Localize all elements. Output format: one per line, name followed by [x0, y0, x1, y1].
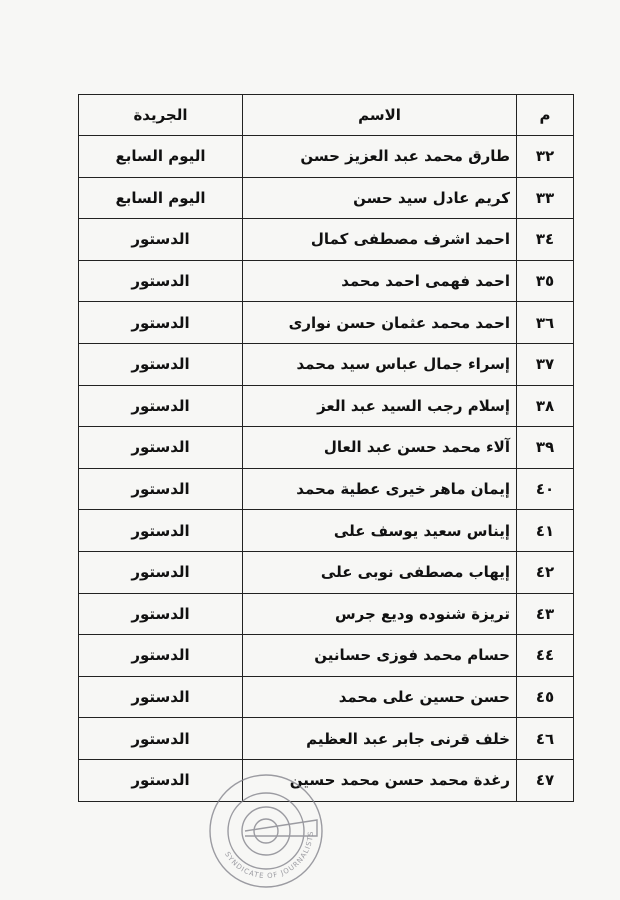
- newspaper-name: الدستور: [79, 718, 243, 760]
- table-row: [79, 635, 574, 677]
- seal-lettering: SYNDICATE OF JOURNALISTS: [223, 830, 316, 881]
- newspaper-name: الدستور: [79, 427, 243, 469]
- row-number: ٣٧: [517, 343, 574, 385]
- newspaper-name: الدستور: [79, 385, 243, 427]
- member-name: طارق محمد عبد العزيز حسن: [243, 136, 517, 178]
- table-row: [79, 136, 574, 178]
- newspaper-name: الدستور: [79, 551, 243, 593]
- member-name: احمد فهمى احمد محمد: [243, 260, 517, 302]
- newspaper-name: اليوم السابع: [79, 136, 243, 178]
- row-number: ٣٤: [517, 219, 574, 261]
- member-name: رغدة محمد حسن محمد حسين: [243, 759, 517, 801]
- table-row: [79, 510, 574, 552]
- header-newspaper: الجريدة: [79, 95, 243, 136]
- member-name: حسام محمد فوزى حسانين: [243, 635, 517, 677]
- row-number: ٤٧: [517, 759, 574, 801]
- row-number: ٤٥: [517, 676, 574, 718]
- row-number: ٤٦: [517, 718, 574, 760]
- newspaper-name: الدستور: [79, 676, 243, 718]
- table-row: [79, 385, 574, 427]
- member-name: إيمان ماهر خيرى عطية محمد: [243, 468, 517, 510]
- row-number: ٤١: [517, 510, 574, 552]
- newspaper-name: الدستور: [79, 219, 243, 261]
- row-number: ٣٩: [517, 427, 574, 469]
- newspaper-name: الدستور: [79, 759, 243, 801]
- table-row: [79, 676, 574, 718]
- newspaper-name: اليوم السابع: [79, 177, 243, 219]
- member-name: حسن حسين على محمد: [243, 676, 517, 718]
- member-name: خلف قرنى جابر عبد العظيم: [243, 718, 517, 760]
- row-number: ٣٨: [517, 385, 574, 427]
- member-name: آلاء محمد حسن عبد العال: [243, 427, 517, 469]
- row-number: ٤٠: [517, 468, 574, 510]
- member-name: إسراء جمال عباس سيد محمد: [243, 343, 517, 385]
- member-name: تريزة شنوده وديع جرس: [243, 593, 517, 635]
- row-number: ٤٤: [517, 635, 574, 677]
- table-row: [79, 718, 574, 760]
- member-name: إيناس سعيد يوسف على: [243, 510, 517, 552]
- member-name: احمد اشرف مصطفى كمال: [243, 219, 517, 261]
- table-row: [79, 343, 574, 385]
- newspaper-name: الدستور: [79, 260, 243, 302]
- newspaper-name: الدستور: [79, 635, 243, 677]
- newspaper-name: الدستور: [79, 343, 243, 385]
- newspaper-name: الدستور: [79, 510, 243, 552]
- newspaper-name: الدستور: [79, 302, 243, 344]
- header-name: الاسم: [243, 95, 517, 136]
- table-row: [79, 593, 574, 635]
- row-number: ٣٦: [517, 302, 574, 344]
- newspaper-name: الدستور: [79, 593, 243, 635]
- table-row: [79, 551, 574, 593]
- member-name: كريم عادل سيد حسن: [243, 177, 517, 219]
- header-number: م: [517, 95, 574, 136]
- table-row: [79, 427, 574, 469]
- members-table: [78, 94, 574, 802]
- member-name: احمد محمد عثمان حسن نوارى: [243, 302, 517, 344]
- table-row: [79, 177, 574, 219]
- member-name: إسلام رجب السيد عبد العز: [243, 385, 517, 427]
- row-number: ٤٣: [517, 593, 574, 635]
- table-header-row: [79, 95, 574, 136]
- table-row: [79, 219, 574, 261]
- row-number: ٣٥: [517, 260, 574, 302]
- table-row: [79, 302, 574, 344]
- row-number: ٣٢: [517, 136, 574, 178]
- union-seal-stamp: [205, 770, 327, 892]
- member-name: إيهاب مصطفى نوبى على: [243, 551, 517, 593]
- table-row: [79, 260, 574, 302]
- newspaper-name: الدستور: [79, 468, 243, 510]
- row-number: ٣٣: [517, 177, 574, 219]
- table-row: [79, 468, 574, 510]
- row-number: ٤٢: [517, 551, 574, 593]
